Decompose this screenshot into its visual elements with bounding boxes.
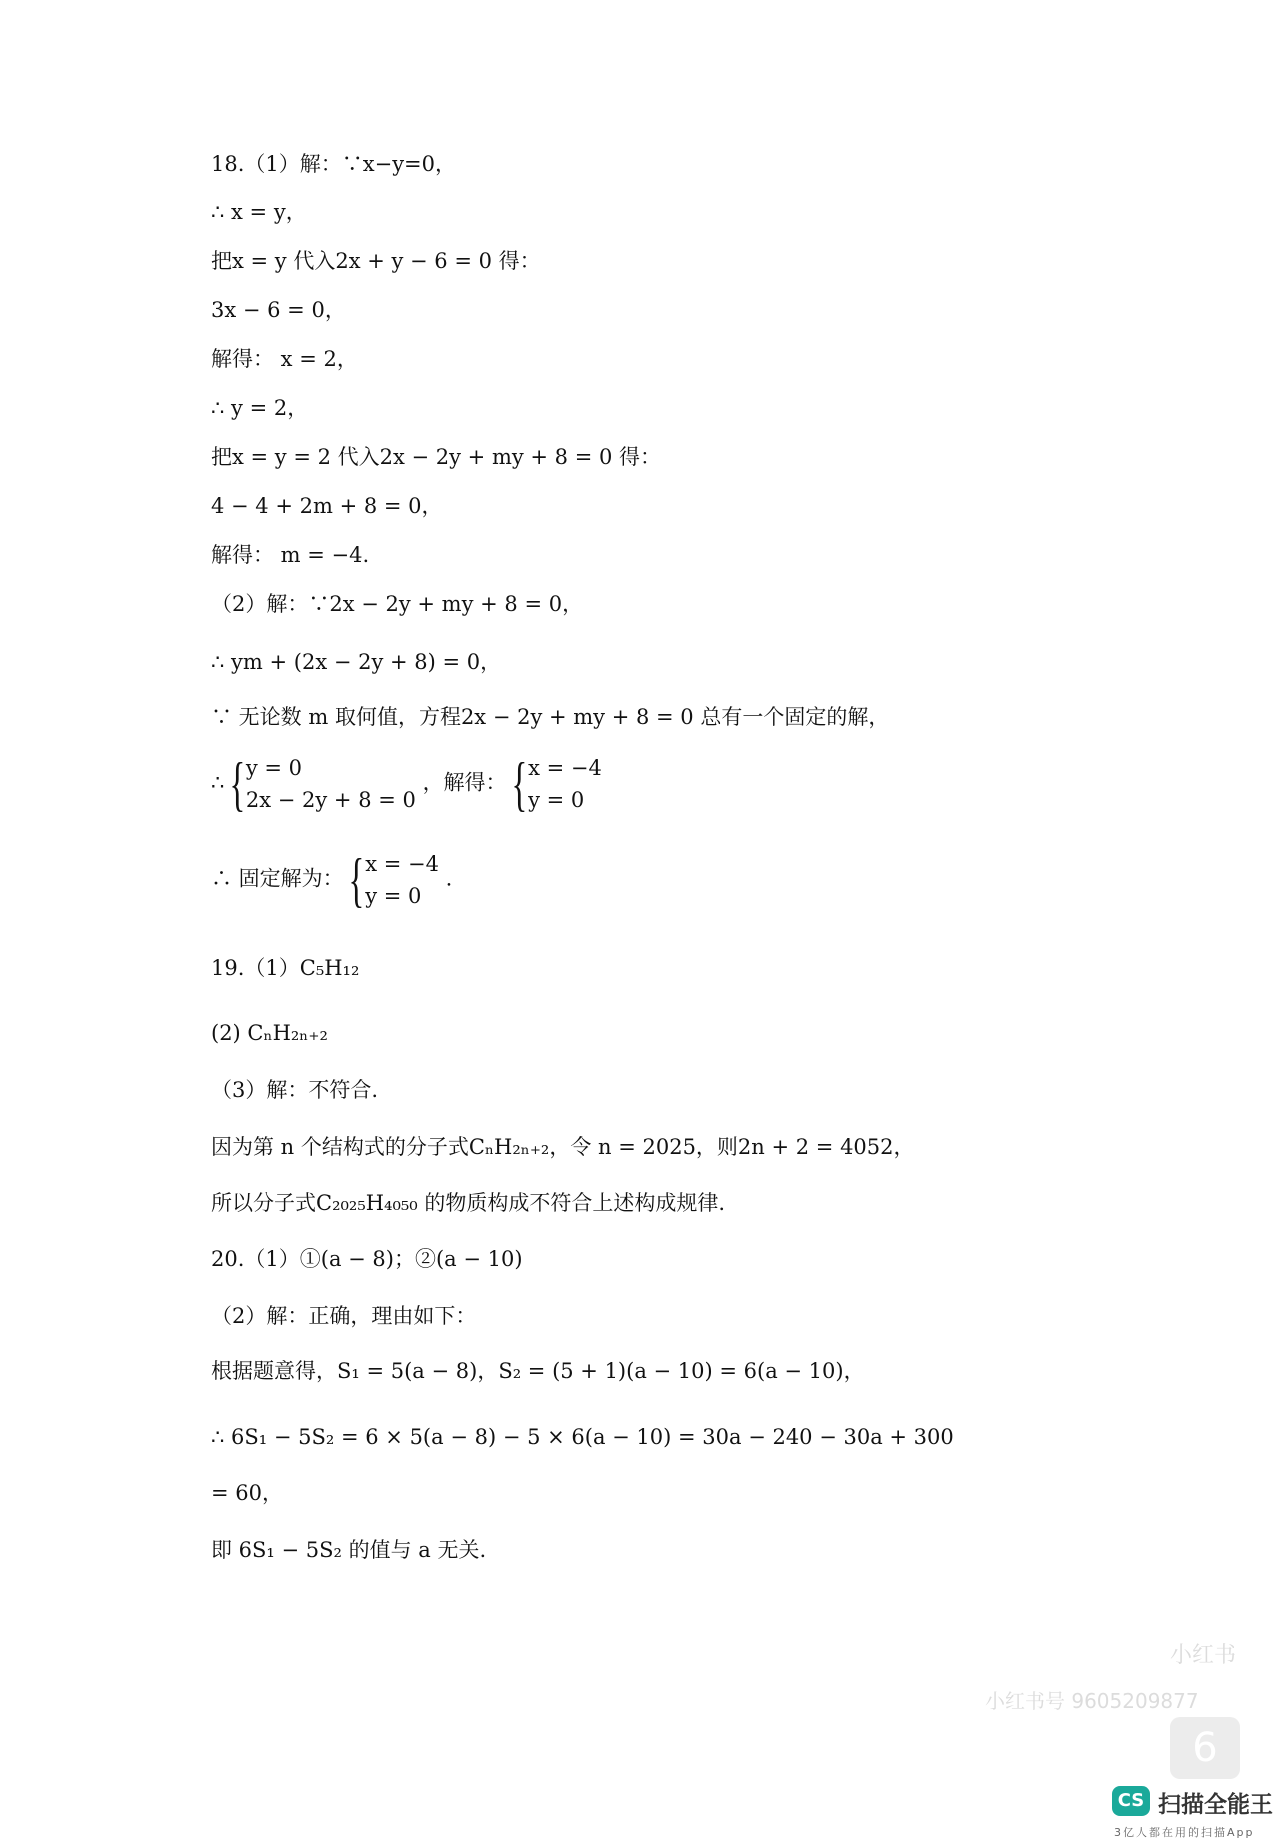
q20-line-5: = 60， [211,1481,283,1505]
q18-fixed-solution [211,848,452,912]
watermark-id: 小红书号 9605209877 [985,1689,1199,1713]
left-brace-icon: { [511,751,528,817]
q20-line-6: 即 6S₁ − 5S₂ 的值与 a 无关. [211,1538,487,1562]
watermark-brand: 小红书 [1170,1643,1237,1668]
q20-line-4: ∴ 6S₁ − 5S₂ = 6 × 5(a − 8) − 5 × 6(a − 10) = 30a − 240 − 30a + 300 [211,1425,954,1449]
q18-line-1: 18.（1）解：∵x−y=0， [211,152,457,176]
therefore-symbol: ∴ [211,770,225,795]
q20-line-2: （2）解：正确，理由如下： [211,1304,477,1328]
q19-line-4: 因为第 n 个结构式的分子式CₙH₂ₙ₊₂，令 n = 2025，则2n + 2 = 4052， [211,1135,915,1159]
q20-line-1: 20.（1）①(a − 8)；②(a − 10) [211,1247,523,1271]
system-right [513,752,602,816]
q18-line-8: 4 − 4 + 2m + 8 = 0， [211,494,443,518]
q19-line-3: （3）解：不符合. [211,1078,379,1102]
q18-line-12: ∵ 无论数 m 取何值，方程2x − 2y + my + 8 = 0 总有一个固定的解， [211,705,890,729]
q18-line-9: 解得： m = −4. [211,543,370,567]
system-eq-2: 2x − 2y + 8 = 0 [245,788,416,812]
system-left [231,752,416,816]
q19-line-5: 所以分子式C₂₀₂₅H₄₀₅₀ 的物质构成不符合上述构成规律. [211,1191,726,1215]
q18-system-equations [211,752,602,816]
q18-line-6: ∴ y = 2， [211,396,309,420]
q18-line-11: ∴ ym + (2x − 2y + 8) = 0， [211,650,502,674]
left-brace-icon: { [229,751,246,817]
page-number: 6 [1170,1717,1240,1779]
q18-line-10: （2）解：∵2x − 2y + my + 8 = 0， [211,592,584,616]
scanner-logo-icon: CS [1112,1786,1150,1816]
left-brace-icon: { [348,847,365,913]
q18-line-5: 解得： x = 2， [211,347,358,371]
solution-y: y = 0 [528,788,585,812]
scanner-name: 扫描全能王 [1158,1792,1273,1818]
q18-line-4: 3x − 6 = 0， [211,298,346,322]
scanner-tagline: 3亿人都在用的扫描App [1114,1826,1255,1839]
q19-line-2: (2) CₙH₂ₙ₊₂ [211,1021,328,1045]
fixed-system [350,848,439,912]
q18-line-2: ∴ x = y， [211,200,307,224]
q18-line-7: 把x = y = 2 代入2x − 2y + my + 8 = 0 得： [211,445,662,469]
fixed-y: y = 0 [365,884,422,908]
solution-x: x = −4 [528,756,602,780]
solve-label: ，解得： [422,770,507,795]
q18-line-3: 把x = y 代入2x + y − 6 = 0 得： [211,249,541,273]
q19-line-1: 19.（1）C₅H₁₂ [211,956,360,980]
fixed-x: x = −4 [365,852,439,876]
system-eq-1: y = 0 [245,756,303,780]
fixed-period: . [445,866,453,891]
q20-line-3: 根据题意得，S₁ = 5(a − 8)，S₂ = (5 + 1)(a − 10) = 6(a − 10)， [211,1359,865,1383]
fixed-solution-label: ∴ 固定解为： [211,866,344,891]
